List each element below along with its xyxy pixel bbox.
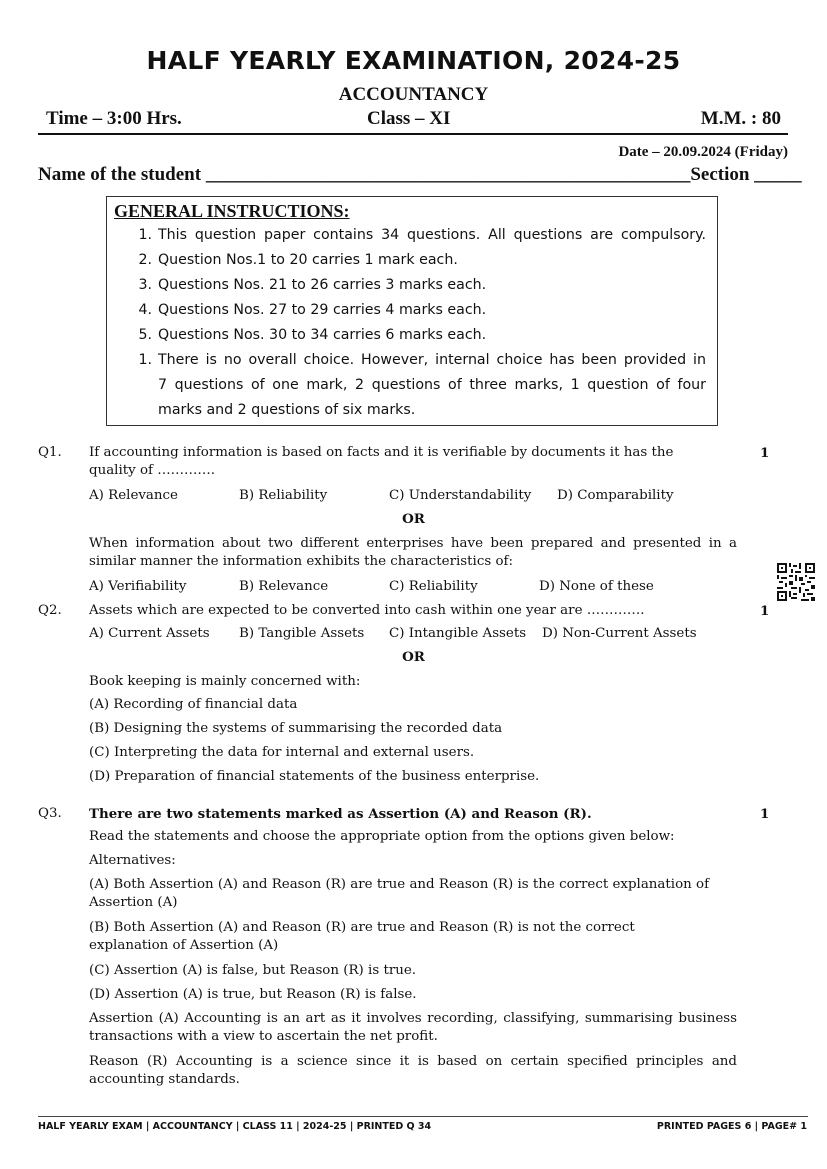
option: (A) Both Assertion (A) and Reason (R) are true and Reason (R) is the correct explanation of Assertion (A)	[89, 877, 710, 910]
option: A) Verifiability	[89, 579, 187, 594]
option: C) Reliability	[389, 579, 478, 594]
option: A) Current Assets	[89, 626, 210, 641]
footer-right: PRINTED PAGES 6 | PAGE# 1	[656, 1121, 807, 1132]
max-marks: M.M. : 80	[700, 108, 781, 129]
instructions-title: GENERAL INSTRUCTIONS:	[114, 201, 350, 221]
instruction-item	[130, 248, 710, 273]
option: A) Relevance	[89, 488, 178, 503]
option: (B) Both Assertion (A) and Reason (R) are true and Reason (R) is not the correct explanation of Assertion (A)	[89, 920, 635, 953]
instruction-text: This question paper contains 34 questions. All questions are compulsory.	[158, 227, 706, 243]
option: B) Reliability	[239, 488, 328, 503]
instruction-text: 7 questions of one mark, 2 questions of three marks, 1 question of four	[158, 377, 706, 393]
instruction-item	[130, 298, 710, 323]
or-separator: OR	[402, 649, 425, 665]
instruction-text: Questions Nos. 27 to 29 carries 4 marks each.	[158, 302, 487, 318]
assertion-statement: Assertion (A) Accounting is an art as it involves recording, classifying, summarising business transactions with a view to ascertain the net profit.	[89, 1011, 737, 1044]
instruction-text: Questions Nos. 30 to 34 carries 6 marks each.	[158, 327, 487, 343]
instruction-text: There is no overall choice. However, internal choice has been provided in	[158, 352, 706, 368]
question-marks: 1	[760, 603, 770, 619]
instruction-item	[130, 323, 710, 348]
instruction-item	[130, 273, 710, 298]
instruction-item	[130, 348, 710, 423]
option: (C) Interpreting the data for internal and external users.	[89, 745, 475, 760]
question-number: Q2.	[38, 603, 62, 618]
question-number: Q3.	[38, 806, 62, 821]
option: D) None of these	[539, 579, 654, 594]
exam-title: HALF YEARLY EXAMINATION, 2024-25	[146, 46, 681, 75]
or-separator: OR	[402, 511, 425, 527]
question-stem: If accounting information is based on facts and it is verifiable by documents it has the quality of ………….	[89, 445, 674, 478]
alternate-question-stem: Book keeping is mainly concerned with:	[89, 674, 361, 689]
option: B) Relevance	[239, 579, 329, 594]
alternate-question-stem: When information about two different enterprises have been prepared and presented in a similar manner the information exhibits the characteristics of:	[89, 536, 737, 569]
exam-time: Time – 3:00 Hrs.	[46, 108, 182, 129]
option: D) Non-Current Assets	[542, 626, 697, 641]
exam-date: Date – 20.09.2024 (Friday)	[618, 144, 788, 160]
option: (D) Assertion (A) is true, but Reason (R) is false.	[89, 987, 417, 1002]
instruction-item	[130, 223, 710, 248]
instruction-number: 5.	[138, 327, 152, 343]
question-heading: There are two statements marked as Assertion (A) and Reason (R).	[89, 806, 592, 822]
instruction-number: 3.	[138, 277, 152, 293]
footer-left: HALF YEARLY EXAM | ACCOUNTANCY | CLASS 11 | 2024-25 | PRINTED Q 34	[38, 1121, 432, 1132]
header-divider	[38, 133, 788, 135]
option: D) Comparability	[557, 488, 674, 503]
footer-divider	[38, 1116, 808, 1117]
option: (C) Assertion (A) is false, but Reason (R) is true.	[89, 963, 417, 978]
option: (A) Recording of financial data	[89, 697, 298, 712]
option: (B) Designing the systems of summarising the recorded data	[89, 721, 503, 736]
student-name-line: Name of the student ___________________________________________________Section _____	[38, 164, 802, 185]
question-number: Q1.	[38, 445, 62, 460]
class-label: Class – XI	[367, 108, 451, 129]
question-marks: 1	[760, 806, 770, 822]
option: (D) Preparation of financial statements of the business enterprise.	[89, 769, 540, 784]
qr-code-icon	[777, 563, 815, 601]
question-stem: Assets which are expected to be converted into cash within one year are ………….	[89, 603, 645, 618]
instruction-text: marks and 2 questions of six marks.	[158, 402, 416, 418]
instruction-number: 2.	[138, 252, 152, 268]
option: B) Tangible Assets	[239, 626, 365, 641]
instruction-text: Question Nos.1 to 20 carries 1 mark each.	[158, 252, 458, 268]
instruction-number: 1.	[138, 352, 152, 368]
alternatives-label: Alternatives:	[89, 853, 176, 868]
question-marks: 1	[760, 445, 770, 461]
reason-statement: Reason (R) Accounting is a science since it is based on certain specified principles and accounting standards.	[89, 1054, 737, 1087]
question-instruction: Read the statements and choose the appropriate option from the options given below:	[89, 829, 675, 844]
instruction-number: 4.	[138, 302, 152, 318]
option: C) Intangible Assets	[389, 626, 527, 641]
subject-name: ACCOUNTANCY	[338, 84, 489, 105]
option: C) Understandability	[389, 488, 532, 503]
instruction-text: Questions Nos. 21 to 26 carries 3 marks each.	[158, 277, 487, 293]
instruction-number: 1.	[138, 227, 152, 243]
